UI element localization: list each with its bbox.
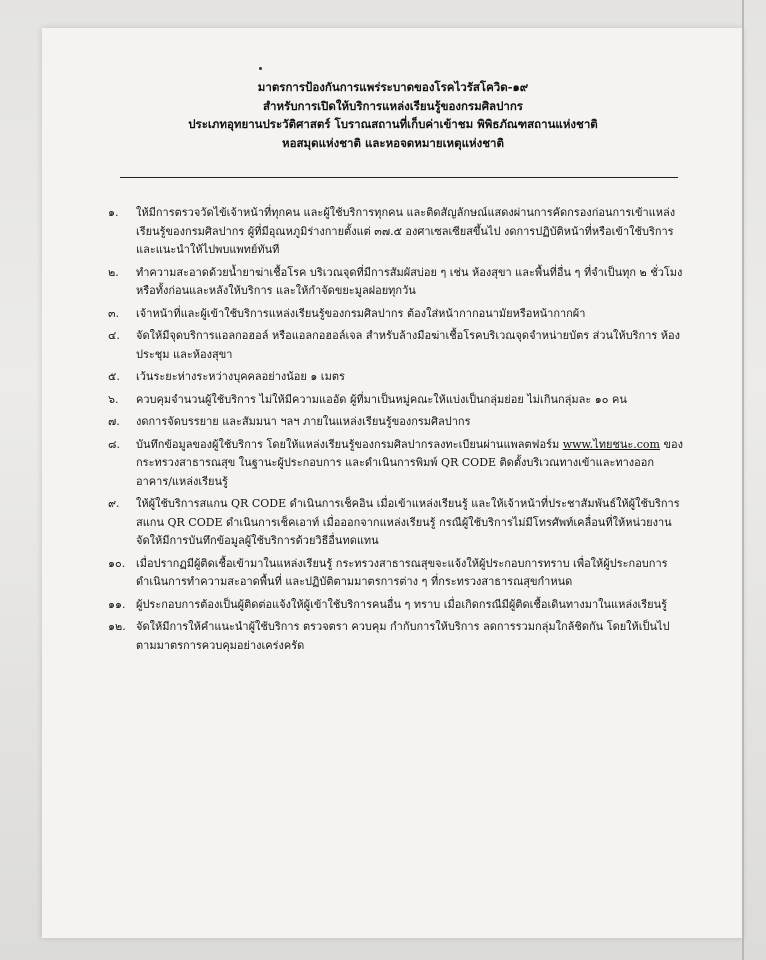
- item-number: ๑๐.: [108, 556, 126, 570]
- item-number: ๖.: [108, 392, 119, 406]
- list-item: [108, 327, 683, 364]
- list-item: [108, 305, 683, 324]
- item-text-part: บันทึกข้อมูลของผู้ใช้บริการ โดยให้แหล่งเรียนรู้ของกรมศิลปากรลงทะเบียนผ่านแพลตฟอร์ม: [136, 437, 563, 451]
- item-text: จัดให้มีจุดบริการแอลกอฮอล์ หรือแอลกอฮอล์เจล สำหรับล้างมือฆ่าเชื้อโรคบริเวณจุดจำหน่ายบัตร ส่วนให้บริการ ห้องประชุม และห้องสุขา: [136, 329, 681, 361]
- document-header: [110, 78, 676, 152]
- item-number: ๑.: [108, 206, 119, 219]
- header-line: หอสมุดแห่งชาติ และหอจดหมายเหตุแห่งชาติ: [282, 135, 504, 150]
- list-item: [108, 436, 683, 492]
- list-item: [108, 413, 683, 432]
- item-text: ทำความสะอาดด้วยน้ำยาฆ่าเชื้อโรค บริเวณจุดที่มีการสัมผัสบ่อย ๆ เช่น ห้องสุขา และพื้นที่อื่น ๆ ที่จำเป็นทุก ๒ ชั่วโมง หรือทั้งก่อนและหลังให้บริการ และให้กำจัดขยะมูลฝอยทุกวัน: [136, 265, 683, 297]
- item-text: งดการจัดบรรยาย และสัมมนา ฯลฯ ภายในแหล่งเรียนรู้ของกรมศิลปากร: [136, 415, 471, 428]
- list-item: [108, 264, 683, 301]
- item-text: เว้นระยะห่างระหว่างบุคคลอย่างน้อย ๑ เมตร: [136, 370, 345, 383]
- item-number: ๓.: [108, 306, 120, 320]
- item-number: ๒.: [108, 265, 119, 279]
- item-number: ๑๑.: [108, 597, 126, 611]
- header-line: มาตรการป้องกันการแพร่ระบาดของโรคไวรัสโควิด-๑๙: [257, 80, 529, 94]
- item-text: ผู้ประกอบการต้องเป็นผู้ติดต่อแจ้งให้ผู้เข้าใช้บริการคนอื่น ๆ ทราบ เมื่อเกิดกรณีมีผู้ติดเชื้อเดินทางมาในแหล่งเรียนรู้: [136, 597, 668, 611]
- list-item: [108, 618, 683, 655]
- item-text: ควบคุมจำนวนผู้ใช้บริการ ไม่ให้มีความแออัด ผู้ที่มาเป็นหมู่คณะให้แบ่งเป็นกลุ่มย่อย ไม่เกินกลุ่มละ ๑๐ คน: [136, 392, 627, 406]
- item-text: [136, 436, 683, 492]
- list-item: [108, 555, 683, 592]
- page-edge: [742, 0, 744, 960]
- thaichana-link[interactable]: www.ไทยชนะ.com: [562, 437, 660, 451]
- list-item: [108, 368, 683, 387]
- item-text-part: ของกระทรวงสาธารณสุข ในฐานะผู้ประกอบการ และดำเนินการพิมพ์ QR CODE ติดตั้งบริเวณทางเข้าและทางออก อาคาร/แหล่งเรียนรู้: [136, 437, 683, 488]
- header-line: สำหรับการเปิดให้บริการแหล่งเรียนรู้ของกรมศิลปากร: [263, 98, 523, 113]
- measures-list: [108, 204, 683, 659]
- item-text: จัดให้มีการให้คำแนะนำผู้ใช้บริการ ตรวจตรา ควบคุม กำกับการให้บริการ ลดการรวมกลุ่มใกล้ชิดกัน โดยให้เป็นไปตามมาตรการควบคุมอย่างเคร่งครัด: [136, 620, 670, 652]
- item-number: ๑๒.: [108, 620, 126, 633]
- list-item: [108, 391, 683, 410]
- item-text: ให้ผู้ใช้บริการสแกน QR CODE ดำเนินการเช็คอิน เมื่อเข้าแหล่งเรียนรู้ และให้เจ้าหน้าที่ประชาสัมพันธ์ให้ผู้ใช้บริการสแกน QR CODE ดำเนินการเช็คเอาท์ เมื่อออกจากแหล่งเรียนรู้ กรณีผู้ใช้บริการไม่มีโทรศัพท์เคลื่อนที่ให้หน่วยงานจัดให้มีการบันทึกข้อมูลผู้ใช้บริการด้วยวิธีอื่นทดแทน: [136, 497, 680, 547]
- header-divider: [120, 177, 678, 178]
- ink-mark: [259, 67, 262, 70]
- item-text: เมื่อปรากฏมีผู้ติดเชื้อเข้ามาในแหล่งเรียนรู้ กระทรวงสาธารณสุขจะแจ้งให้ผู้ประกอบการทราบ เพื่อให้ผู้ประกอบการดำเนินการทำความสะอาดพื้นที่ และปฏิบัติตามมาตรการต่าง ๆ ที่กระทรวงสาธารณสุขกำหนด: [136, 556, 668, 588]
- item-number: ๘.: [108, 437, 120, 451]
- item-text: ให้มีการตรวจวัดไข้เจ้าหน้าที่ทุกคน และผู้ใช้บริการทุกคน และติดสัญลักษณ์แสดงผ่านการคัดกรองก่อนการเข้าแหล่งเรียนรู้ของกรมศิลปากร ผู้ที่มีอุณหภูมิร่างกายตั้งแต่ ๓๗.๕ องศาเซลเซียสขึ้นไป งดการปฏิบัติหน้าที่หรือเข้าใช้บริการ และแนะนำให้ไปพบแพทย์ทันที: [136, 206, 676, 256]
- list-item: [108, 204, 683, 260]
- item-number: ๔.: [108, 329, 120, 342]
- header-line: ประเภทอุทยานประวัติศาสตร์ โบราณสถานที่เก็บค่าเข้าชม พิพิธภัณฑสถานแห่งชาติ: [188, 117, 598, 131]
- item-number: ๙.: [108, 497, 120, 510]
- list-item: [108, 596, 683, 615]
- item-text: เจ้าหน้าที่และผู้เข้าใช้บริการแหล่งเรียนรู้ของกรมศิลปากร ต้องใส่หน้ากากอนามัยหรือหน้ากากผ้า: [136, 306, 586, 320]
- item-number: ๗.: [108, 415, 120, 428]
- list-item: [108, 495, 683, 551]
- item-number: ๕.: [108, 370, 120, 383]
